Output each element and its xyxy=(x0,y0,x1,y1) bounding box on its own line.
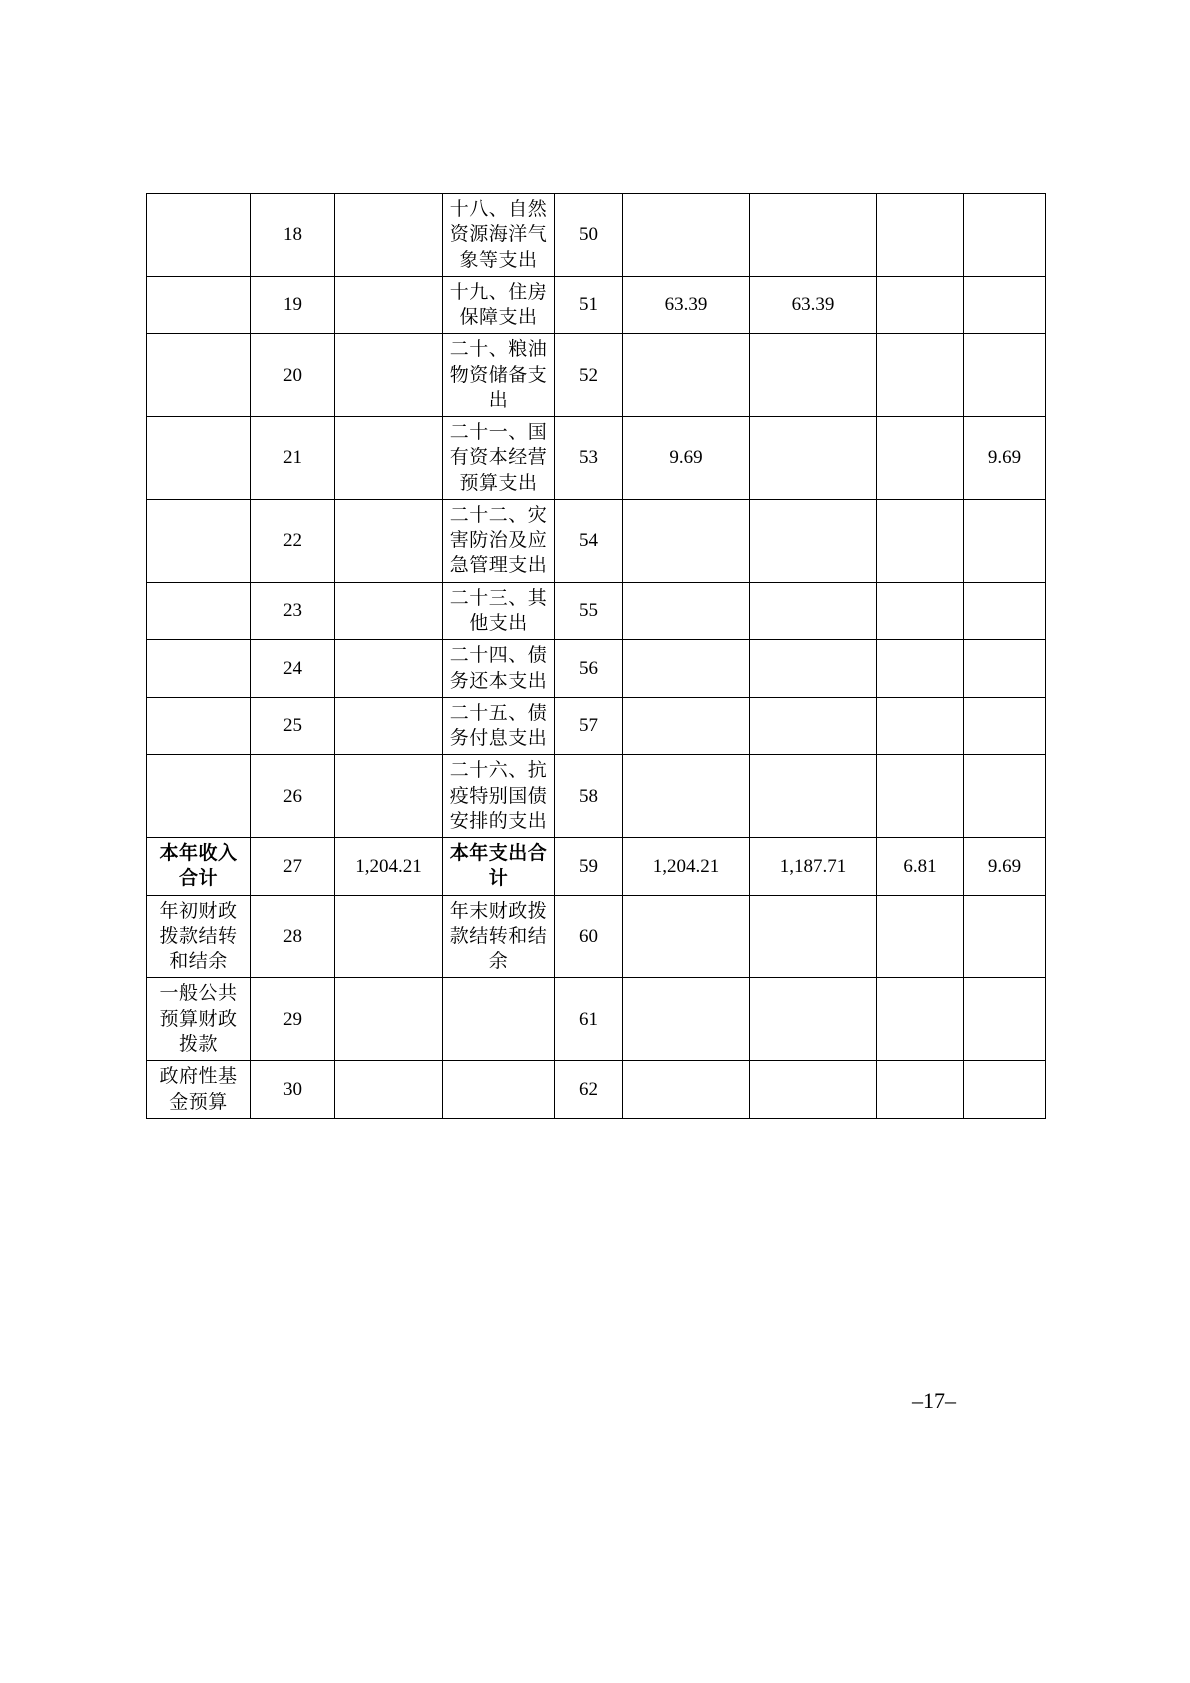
expense-total-cell xyxy=(623,755,750,838)
expense-state-capital-cell xyxy=(964,582,1046,640)
expense-general-budget-cell xyxy=(750,582,877,640)
income-amount-cell xyxy=(335,755,443,838)
expense-general-budget-cell: 1,187.71 xyxy=(750,838,877,896)
expense-label-cell: 二十六、抗疫特别国债安排的支出 xyxy=(443,755,555,838)
income-label-cell: 年初财政拨款结转和结余 xyxy=(147,895,251,978)
income-line-no-cell: 28 xyxy=(251,895,335,978)
table-row xyxy=(147,1061,1046,1119)
expense-state-capital-cell xyxy=(964,978,1046,1061)
expense-gov-fund-cell xyxy=(877,417,964,500)
expense-total-label-cell: 本年支出合计 xyxy=(443,838,555,896)
income-total-label-cell: 本年收入合计 xyxy=(147,838,251,896)
expense-total-cell xyxy=(623,697,750,755)
expense-label-cell: 二十四、债务还本支出 xyxy=(443,640,555,698)
page-number: –17– xyxy=(912,1388,956,1413)
expense-line-no-cell: 56 xyxy=(555,640,623,698)
expense-gov-fund-cell xyxy=(877,697,964,755)
income-amount-cell xyxy=(335,1061,443,1119)
expense-total-cell xyxy=(623,194,750,277)
expense-label-cell: 二十一、国有资本经营预算支出 xyxy=(443,417,555,500)
expense-gov-fund-cell xyxy=(877,755,964,838)
table-row xyxy=(147,978,1046,1061)
expense-line-no-cell: 54 xyxy=(555,499,623,582)
expense-line-no-cell: 57 xyxy=(555,697,623,755)
expense-gov-fund-cell xyxy=(877,334,964,417)
expense-state-capital-cell xyxy=(964,640,1046,698)
income-amount-cell xyxy=(335,978,443,1061)
budget-table-body xyxy=(147,194,1046,1119)
expense-gov-fund-cell xyxy=(877,582,964,640)
income-amount-cell xyxy=(335,895,443,978)
income-amount-cell xyxy=(335,417,443,500)
income-label-cell xyxy=(147,334,251,417)
expense-state-capital-cell xyxy=(964,697,1046,755)
expense-label-cell: 年末财政拨款结转和结余 xyxy=(443,895,555,978)
income-line-no-cell: 23 xyxy=(251,582,335,640)
expense-label-cell: 二十、粮油物资储备支出 xyxy=(443,334,555,417)
income-label-cell xyxy=(147,499,251,582)
table-row xyxy=(147,417,1046,500)
expense-state-capital-cell: 9.69 xyxy=(964,417,1046,500)
expense-general-budget-cell xyxy=(750,499,877,582)
income-label-cell xyxy=(147,640,251,698)
expense-state-capital-cell xyxy=(964,334,1046,417)
expense-total-cell xyxy=(623,978,750,1061)
income-line-no-cell: 29 xyxy=(251,978,335,1061)
expense-total-cell xyxy=(623,895,750,978)
income-line-no-cell: 18 xyxy=(251,194,335,277)
expense-line-no-cell: 62 xyxy=(555,1061,623,1119)
income-label-cell: 一般公共预算财政拨款 xyxy=(147,978,251,1061)
expense-gov-fund-cell xyxy=(877,194,964,277)
expense-line-no-cell: 60 xyxy=(555,895,623,978)
expense-state-capital-cell xyxy=(964,895,1046,978)
income-amount-cell xyxy=(335,697,443,755)
expense-label-cell: 二十五、债务付息支出 xyxy=(443,697,555,755)
expense-state-capital-cell xyxy=(964,499,1046,582)
expense-gov-fund-cell xyxy=(877,276,964,334)
expense-general-budget-cell xyxy=(750,417,877,500)
expense-gov-fund-cell xyxy=(877,895,964,978)
budget-table xyxy=(146,193,1046,1119)
table-row xyxy=(147,895,1046,978)
expense-general-budget-cell: 63.39 xyxy=(750,276,877,334)
expense-line-no-cell: 51 xyxy=(555,276,623,334)
expense-line-no-cell: 55 xyxy=(555,582,623,640)
income-label-cell xyxy=(147,276,251,334)
expense-general-budget-cell xyxy=(750,895,877,978)
expense-line-no-cell: 53 xyxy=(555,417,623,500)
expense-total-cell xyxy=(623,499,750,582)
expense-state-capital-cell xyxy=(964,755,1046,838)
budget-table-container xyxy=(146,193,1045,1119)
expense-state-capital-cell xyxy=(964,1061,1046,1119)
expense-general-budget-cell xyxy=(750,755,877,838)
table-row xyxy=(147,582,1046,640)
expense-general-budget-cell xyxy=(750,334,877,417)
income-line-no-cell: 21 xyxy=(251,417,335,500)
income-label-cell xyxy=(147,582,251,640)
expense-label-cell: 二十三、其他支出 xyxy=(443,582,555,640)
income-amount-cell xyxy=(335,194,443,277)
expense-state-capital-cell: 9.69 xyxy=(964,838,1046,896)
income-amount-cell xyxy=(335,276,443,334)
expense-total-cell: 1,204.21 xyxy=(623,838,750,896)
income-line-no-cell: 26 xyxy=(251,755,335,838)
expense-general-budget-cell xyxy=(750,194,877,277)
table-row-totals xyxy=(147,838,1046,896)
expense-total-cell xyxy=(623,582,750,640)
expense-state-capital-cell xyxy=(964,194,1046,277)
expense-line-no-cell: 52 xyxy=(555,334,623,417)
expense-total-cell: 9.69 xyxy=(623,417,750,500)
table-row xyxy=(147,697,1046,755)
expense-state-capital-cell xyxy=(964,276,1046,334)
income-amount-cell xyxy=(335,499,443,582)
income-amount-cell xyxy=(335,334,443,417)
income-total-amount-cell: 1,204.21 xyxy=(335,838,443,896)
expense-line-no-cell: 50 xyxy=(555,194,623,277)
expense-line-no-cell: 58 xyxy=(555,755,623,838)
expense-label-cell: 十八、自然资源海洋气象等支出 xyxy=(443,194,555,277)
income-line-no-cell: 20 xyxy=(251,334,335,417)
expense-general-budget-cell xyxy=(750,978,877,1061)
income-line-no-cell: 19 xyxy=(251,276,335,334)
table-row xyxy=(147,499,1046,582)
expense-label-cell: 十九、住房保障支出 xyxy=(443,276,555,334)
expense-label-cell xyxy=(443,978,555,1061)
expense-line-no-cell: 61 xyxy=(555,978,623,1061)
income-amount-cell xyxy=(335,640,443,698)
expense-general-budget-cell xyxy=(750,697,877,755)
table-row xyxy=(147,194,1046,277)
table-row xyxy=(147,755,1046,838)
expense-line-no-cell: 59 xyxy=(555,838,623,896)
expense-label-cell xyxy=(443,1061,555,1119)
income-amount-cell xyxy=(335,582,443,640)
income-line-no-cell: 25 xyxy=(251,697,335,755)
expense-total-cell: 63.39 xyxy=(623,276,750,334)
income-line-no-cell: 24 xyxy=(251,640,335,698)
expense-total-cell xyxy=(623,640,750,698)
expense-total-cell xyxy=(623,1061,750,1119)
income-label-cell xyxy=(147,417,251,500)
expense-gov-fund-cell xyxy=(877,640,964,698)
income-label-cell xyxy=(147,697,251,755)
expense-total-cell xyxy=(623,334,750,417)
income-line-no-cell: 30 xyxy=(251,1061,335,1119)
income-label-cell xyxy=(147,194,251,277)
table-row xyxy=(147,334,1046,417)
income-line-no-cell: 27 xyxy=(251,838,335,896)
table-row xyxy=(147,276,1046,334)
income-label-cell: 政府性基金预算 xyxy=(147,1061,251,1119)
expense-gov-fund-cell xyxy=(877,499,964,582)
expense-label-cell: 二十二、灾害防治及应急管理支出 xyxy=(443,499,555,582)
income-label-cell xyxy=(147,755,251,838)
income-line-no-cell: 22 xyxy=(251,499,335,582)
expense-general-budget-cell xyxy=(750,1061,877,1119)
expense-gov-fund-cell xyxy=(877,1061,964,1119)
expense-gov-fund-cell xyxy=(877,978,964,1061)
expense-gov-fund-cell: 6.81 xyxy=(877,838,964,896)
expense-general-budget-cell xyxy=(750,640,877,698)
table-row xyxy=(147,640,1046,698)
